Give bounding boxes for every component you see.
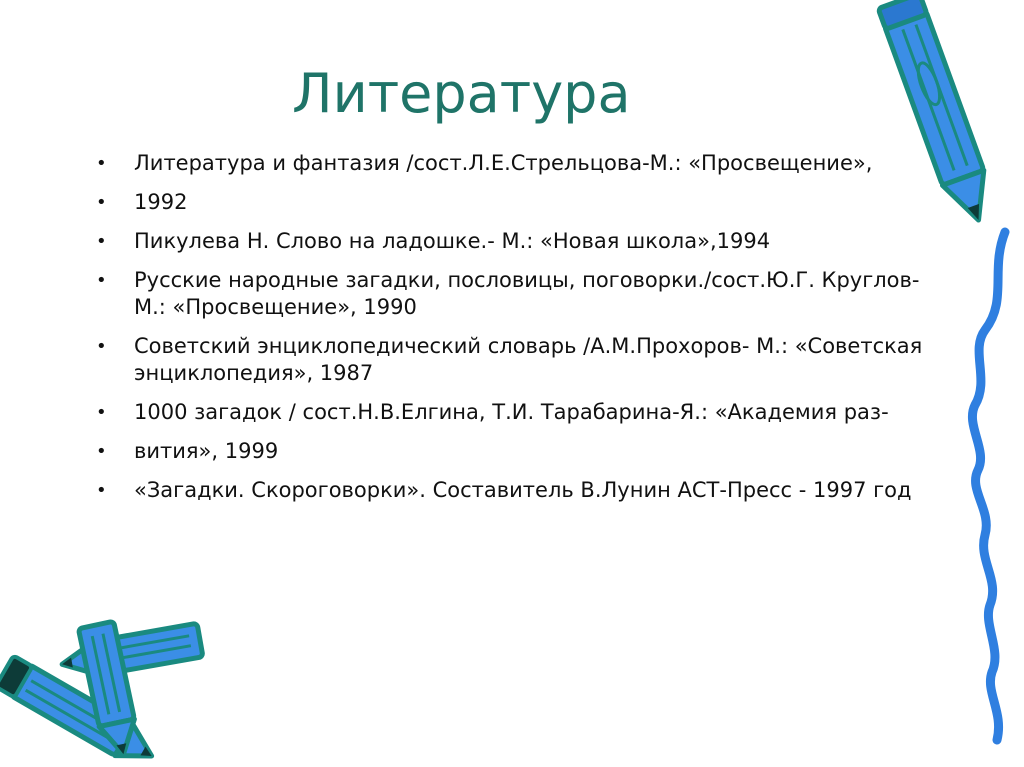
- bullet-icon: •: [96, 336, 107, 357]
- crossed-pencils-icon: [0, 621, 203, 767]
- bullet-icon: •: [96, 231, 107, 252]
- bullet-icon: •: [96, 480, 107, 501]
- bullet-icon: •: [96, 441, 107, 462]
- bullet-icon: •: [96, 270, 107, 291]
- bullet-icon: •: [96, 402, 107, 423]
- list-item: [96, 189, 926, 216]
- list-item: [96, 228, 926, 255]
- list-item-text: Русские народные загадки, пословицы, поговорки./сост.Ю.Г. Круглов- М.: «Просвещение», 1990: [134, 268, 920, 319]
- list-item: [96, 477, 926, 504]
- bullet-icon: •: [96, 153, 107, 174]
- list-item-text: «Загадки. Скороговорки». Составитель В.Лунин АСТ-Пресс - 1997 год: [134, 478, 912, 502]
- list-item: [96, 399, 926, 426]
- list-item: [96, 267, 926, 321]
- list-item: [96, 150, 926, 177]
- list-item-text: Пикулева Н. Слово на ладошке.- М.: «Новая школа»,1994: [134, 229, 771, 253]
- list-item-text: 1000 загадок / сост.Н.В.Елгина, Т.И. Тарабарина-Я.: «Академия раз-: [134, 400, 889, 424]
- slide-title: Литература: [292, 62, 631, 125]
- list-item-text: вития», 1999: [134, 439, 279, 463]
- bibliography-list: [96, 150, 926, 516]
- squiggle-line: [972, 232, 1005, 740]
- list-item-text: 1992: [134, 190, 188, 214]
- bullet-icon: •: [96, 192, 107, 213]
- list-item-text: Советский энциклопедический словарь /А.М.Прохоров- М.: «Советская энциклопедия», 1987: [134, 334, 923, 385]
- list-item: [96, 438, 926, 465]
- list-item-text: Литература и фантазия /сост.Л.Е.Стрельцова-М.: «Просвещение»,: [134, 151, 873, 175]
- list-item: [96, 333, 926, 387]
